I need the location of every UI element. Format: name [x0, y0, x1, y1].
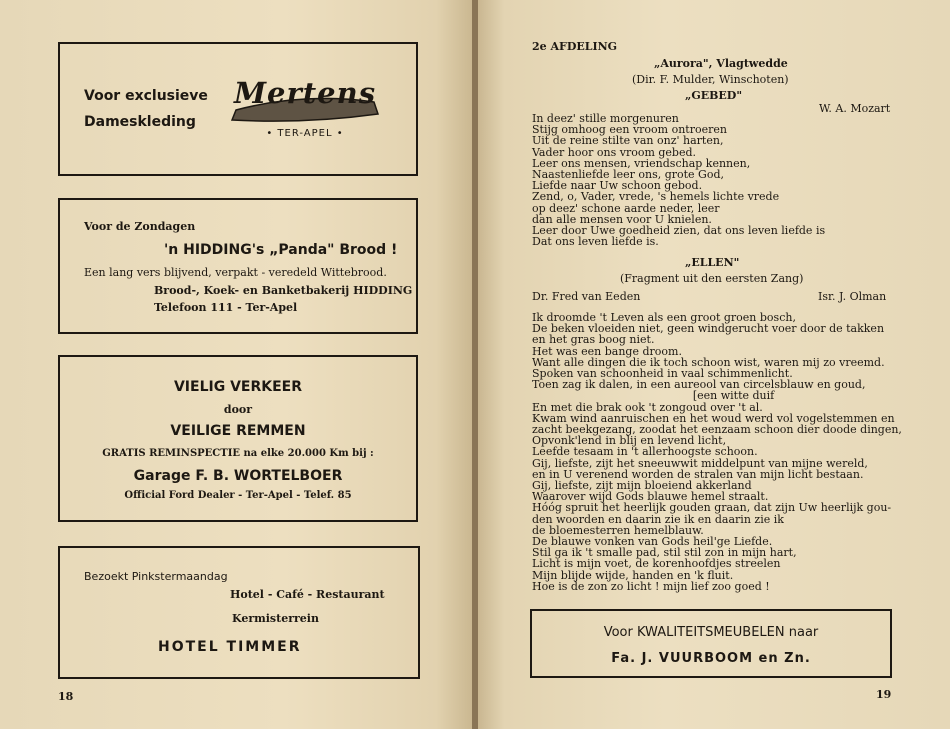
lyric-line: Dat ons leven liefde is. — [532, 235, 659, 249]
ad-wortelboer-line2: door — [223, 403, 253, 416]
lyric-line: Want alle dingen die ik toch schoon wist, waren mij zo vreemd. — [532, 355, 885, 369]
logo-wordmark: Mertens — [233, 76, 377, 110]
lyric-line: [een witte duif — [532, 389, 775, 403]
lyric-line: Kwam wind aanruischen en het woud werd vol vogelstemmen en — [532, 411, 895, 425]
song2-title: „ELLEN" — [685, 256, 740, 269]
section-heading: 2e AFDELING — [532, 40, 618, 53]
ad-hidding-title: 'n HIDDING's „Panda" Brood ! — [164, 242, 398, 258]
lyric-line: Het was een bange droom. — [532, 344, 682, 358]
ad-timmer — [58, 546, 420, 679]
lyric-line: Naastenliefde leer ons, grote God, — [532, 168, 725, 182]
lyric-line: en in U verenend worden de stralen van mijn licht bestaan. — [532, 467, 864, 481]
lyric-line: dan alle mensen voor U knielen. — [532, 212, 712, 226]
lyric-line: Toen zag ik dalen, in een aureool van circelsblauw en goud, — [532, 378, 866, 392]
lyric-line: Uit de reine stilte van onz' harten, — [532, 134, 724, 148]
lyric-line: Waarover wijd Gods blauwe hemel straalt. — [532, 490, 769, 504]
lyric-line: In deez' stille morgenuren — [532, 112, 679, 125]
lyric-line: En met die brak ook 't zongoud over 't al. — [532, 400, 763, 414]
lyric-line: zacht beekgezang, zoodat het eenzaam schoon dier doode dingen, — [532, 423, 902, 437]
ad-mertens-line2: Dameskleding — [84, 114, 196, 130]
lyric-line: Gij, liefste, zijt mijn bloeiend akkerland — [532, 479, 752, 493]
song1-title: „GEBED" — [685, 89, 743, 102]
song1-lyrics — [532, 113, 825, 247]
ad-wortelboer-line1: VIELIG VERKEER — [173, 379, 303, 395]
lyric-line: Leer ons mensen, vriendschap kennen, — [532, 156, 751, 170]
song2-subtitle: (Fragment uit den eersten Zang) — [620, 272, 804, 285]
ad-wortelboer — [58, 355, 418, 522]
lyric-line: Hoe is de zon zo licht ! mijn lief zoo goed ! — [532, 579, 770, 593]
lyric-line: De blauwe vonken van Gods heil'ge Liefde. — [532, 535, 773, 549]
lyric-line: Ik droomde 't Leven als een groot groen bosch, — [532, 311, 796, 324]
lyric-line: Vader hoor ons vroom gebed. — [532, 145, 697, 159]
lyric-line: Hóóg spruit het heerlijk gouden graan, dat zijn Uw heerlijk gou- — [532, 501, 892, 515]
ad-wortelboer-line5: Garage F. B. WORTELBOER — [133, 468, 343, 484]
choir-director: (Dir. F. Mulder, Winschoten) — [632, 73, 789, 86]
lyric-line: De beken vloeiden niet, geen windgerucht voer door de takken — [532, 322, 885, 336]
lyric-line: Opvonk'lend in blij en levend licht, — [532, 434, 727, 448]
ad-vuurboom-line1: Voor KWALITEITSMEUBELEN naar — [603, 625, 819, 640]
ad-timmer-line2: Hotel - Café - Restaurant — [230, 588, 385, 601]
lyric-line: Liefde naar Uw schoon gebod. — [532, 179, 703, 193]
lyric-line: de bloemesterren hemelblauw. — [532, 523, 704, 537]
ad-hidding-line2: Brood-, Koek- en Banketbakerij HIDDING — [154, 284, 413, 297]
lyric-line: en het gras boog niet. — [532, 333, 655, 347]
ad-wortelboer-line3: VEILIGE REMMEN — [170, 423, 306, 439]
ad-mertens-line1: Voor exclusieve — [84, 88, 208, 104]
choir-name: „Aurora", Vlagtwedde — [654, 57, 788, 70]
ad-timmer-line4: HOTEL TIMMER — [158, 639, 302, 655]
page-number-left: 18 — [58, 690, 74, 703]
song2-lyrics — [532, 312, 902, 592]
ad-mertens — [58, 42, 418, 176]
ad-wortelboer-line6: Official Ford Dealer - Ter-Apel - Telef. 85 — [124, 490, 352, 501]
ad-timmer-line3: Kermisterrein — [232, 612, 319, 625]
lyric-line: Stijg omhoog een vroom ontroeren — [532, 123, 727, 137]
lyric-line: den woorden en daarin zie ik en daarin zie ik — [532, 512, 784, 526]
lyric-line: Mijn blijde wijde, handen en 'k fluit. — [532, 568, 734, 582]
song2-author: Dr. Fred van Eeden — [532, 290, 641, 303]
lyric-line: Spoken van schoonheid in vaal schimmenlicht. — [532, 367, 793, 381]
page-number-right: 19 — [876, 688, 892, 701]
ad-hidding-line3: Telefoon 111 - Ter-Apel — [154, 301, 298, 314]
ad-timmer-line1: Bezoekt Pinkstermaandag — [84, 570, 228, 583]
lyric-line: Zend, o, Vader, vrede, 's hemels lichte vrede — [532, 190, 780, 204]
song2-composer: Isr. J. Olman — [818, 290, 887, 303]
lyric-line: Stil ga ik 't smalle pad, stil stil zon in mijn hart, — [532, 546, 797, 560]
lyric-line: Licht is mijn voet, de korenhoofdjes streelen — [532, 557, 781, 571]
lyric-line: Gij, liefste, zijt het sneeuwwit middelpunt van mijne wereld, — [532, 456, 868, 470]
ad-hidding-line1: Een lang vers blijvend, verpakt - veredeld Wittebrood. — [84, 266, 387, 279]
ad-vuurboom — [530, 609, 892, 678]
book-spine — [472, 0, 478, 729]
ad-hidding-heading: Voor de Zondagen — [84, 220, 196, 233]
ad-wortelboer-line4: GRATIS REMINSPECTIE na elke 20.000 Km bij : — [102, 448, 374, 459]
ad-hidding — [58, 198, 418, 334]
logo-subtitle: • TER-APEL • — [266, 128, 344, 139]
lyric-line: op deez' schone aarde neder, leer — [532, 201, 720, 215]
lyric-line: Leer door Uwe goedheid zien, dat ons leven liefde is — [532, 224, 826, 238]
lyric-line: Leefde tesaam in 't allerhoogste schoon. — [532, 445, 758, 459]
song1-composer: W. A. Mozart — [819, 102, 891, 115]
mertens-logo — [228, 76, 382, 142]
ad-vuurboom-line2: Fa. J. VUURBOOM en Zn. — [611, 651, 811, 666]
